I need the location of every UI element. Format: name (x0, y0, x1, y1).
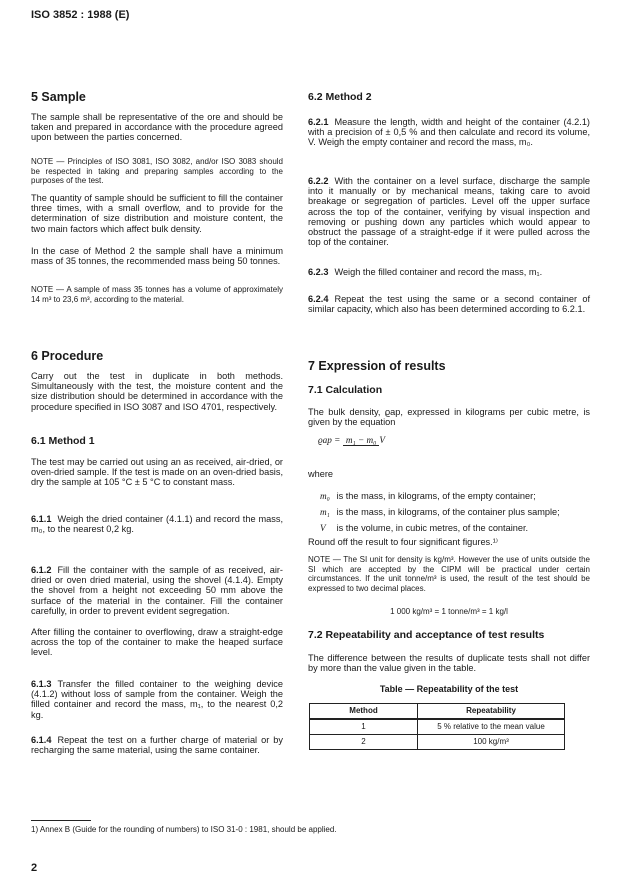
footnote-divider (31, 820, 91, 821)
numerator: m₁ − m₀ (343, 435, 379, 446)
paragraph: After filling the container to overflowing, draw a straight-edge across the top of the container to make the heaped surface level. (31, 627, 283, 658)
cell: 100 kg/m³ (418, 735, 565, 750)
paragraph: In the case of Method 2 the sample shall have a minimum mass of 35 tonnes, the recommended mass being 50 tonnes. (31, 246, 283, 267)
section-7-title: 7 Expression of results (308, 359, 446, 373)
paragraph: Carry out the test in duplicate in both methods. Simultaneously with the test, the moisture content and the size distribution should be determined in accordance with the procedure specified in ISO 3087 and ISO 4701, respectively. (31, 371, 283, 412)
method-2-title: 6.2 Method 2 (308, 91, 372, 103)
paragraph: The bulk density, ϱap, expressed in kilograms per cubic metre, is given by the equation (308, 407, 590, 428)
symbol: m₀ (320, 491, 330, 501)
cell: 1 (310, 719, 418, 735)
clause-text: Transfer the filled container to the weighing device (4.1.2) without loss of sample from the container. Weigh the filled container and record the mass, m₁, to the nearest 0,2 kg. (31, 679, 283, 720)
paragraph: The sample shall be representative of the ore and should be taken and prepared in accordance with the procedure agreed upon between the parties concerned. (31, 112, 283, 143)
clause-6-2-2 (308, 176, 590, 247)
clause-6-1-2 (31, 565, 283, 616)
table-header-row (310, 704, 565, 720)
clause-number: 6.1.2 (31, 565, 52, 575)
definitions-list (320, 488, 590, 536)
clause-6-1-3 (31, 679, 283, 720)
clause-6-1-4 (31, 735, 283, 755)
cell: 5 % relative to the mean value (418, 719, 565, 735)
calculation-title: 7.1 Calculation (308, 384, 383, 396)
clause-text: Repeat the test using the same or a second container of similar capacity, which also has been determined according to 6.2.1. (308, 294, 590, 315)
header-method: Method (310, 704, 418, 720)
definition (320, 520, 590, 536)
clause-number: 6.2.1 (308, 117, 329, 127)
page-number: 2 (31, 862, 38, 874)
equation-lhs: ϱap = (318, 435, 341, 445)
clause-number: 6.1.3 (31, 679, 52, 689)
definition-text: is the mass, in kilograms, of the empty container; (336, 491, 536, 501)
note: NOTE — The SI unit for density is kg/m³. However the use of units outside the SI which are accepted by the CIPM will be practical under certain circumstances. If the unit tonne/m³ is used, the result of the test should be expressed to two decimal places. (308, 555, 590, 593)
clause-number: 6.2.2 (308, 176, 329, 186)
paragraph: Round off the result to four significant figures.¹⁾ (308, 537, 499, 547)
section-6-title: 6 Procedure (31, 349, 104, 363)
method-1-title: 6.1 Method 1 (31, 435, 95, 447)
clause-text: Fill the container with the sample of as received, air-dried or oven dried material, using the shovel (4.1.4). Empty the shovel from a height not exceeding 50 mm above the surface of the material in the container. Fill the container carefully, in order to prevent evident segregation. (31, 565, 283, 616)
clause-6-2-3 (308, 267, 590, 277)
clause-number: 6.1.1 (31, 514, 52, 524)
where-label: where (308, 469, 334, 479)
clause-6-1-1 (31, 514, 283, 534)
clause-text: Repeat the test on a further charge of material or by recharging the same material, using the same container. (31, 735, 283, 756)
clause-text: With the container on a level surface, discharge the sample into it manually or by mechanical means, taking care to avoid breakage or segregation of particles. Level off the upper surface across the top of the container, verifying by visual inspection and removing or pushing down any particles which would appear to obstruct the passage of a straight-edge if it were pulled across the top of the container. (308, 176, 590, 248)
clause-6-2-4 (308, 294, 590, 314)
conversion-formula: 1 000 kg/m³ = 1 tonne/m³ = 1 kg/l (390, 607, 508, 616)
cell: 2 (310, 735, 418, 750)
page-header: ISO 3852 : 1988 (E) (31, 9, 130, 21)
denominator: V (379, 435, 385, 446)
definition (320, 504, 590, 520)
paragraph: The quantity of sample should be sufficient to fill the container three times, with a small overflow, and to provide for the determination of size distribution and moisture content, the two main factors which affect bulk density. (31, 193, 283, 234)
paragraph: The test may be carried out using an as received, air-dried, or oven-dried sample. If the test is made on an oven-dried basis, dry the sample at 105 °C ± 5 °C to constant mass. (31, 457, 283, 488)
clause-number: 6.1.4 (31, 735, 52, 745)
symbol: m₁ (320, 507, 330, 517)
clause-text: Weigh the dried container (4.1.1) and record the mass, m₀, to the nearest 0,2 kg. (31, 514, 283, 535)
repeatability-table-wrap (309, 703, 565, 750)
footnote: 1) Annex B (Guide for the rounding of numbers) to ISO 31-0 : 1981, should be applied. (31, 825, 337, 834)
equation (318, 435, 600, 446)
note: NOTE — Principles of ISO 3081, ISO 3082, and/or ISO 3083 should be respected in taking and preparing samples according to the purposes of the test. (31, 157, 283, 185)
note: NOTE — A sample of mass 35 tonnes has a volume of approximately 14 m³ to 23,6 m³, according to the material. (31, 285, 283, 304)
header-repeatability: Repeatability (418, 704, 565, 720)
clause-text: Measure the length, width and height of the container (4.2.1) with a precision of ± 0,5 % and then calculate and record its volume, V. Weigh the empty container and record the mass, m₀. (308, 117, 590, 148)
section-5-title: 5 Sample (31, 90, 86, 104)
table-row (310, 719, 565, 735)
clause-number: 6.2.3 (308, 267, 329, 277)
repeatability-title: 7.2 Repeatability and acceptance of test results (308, 629, 545, 641)
symbol: V (320, 523, 326, 533)
repeatability-table (309, 703, 565, 750)
table-title: Table — Repeatability of the test (379, 684, 519, 694)
definition-text: is the mass, in kilograms, of the container plus sample; (336, 507, 560, 517)
paragraph: The difference between the results of duplicate tests shall not differ by more than the value given in the table. (308, 653, 590, 674)
definition-text: is the volume, in cubic metres, of the container. (336, 523, 529, 533)
clause-6-2-1 (308, 117, 590, 148)
fraction (343, 435, 385, 445)
clause-number: 6.2.4 (308, 294, 329, 304)
table-row (310, 735, 565, 750)
clause-text: Weigh the filled container and record the mass, m₁. (334, 267, 543, 277)
definition (320, 488, 590, 504)
